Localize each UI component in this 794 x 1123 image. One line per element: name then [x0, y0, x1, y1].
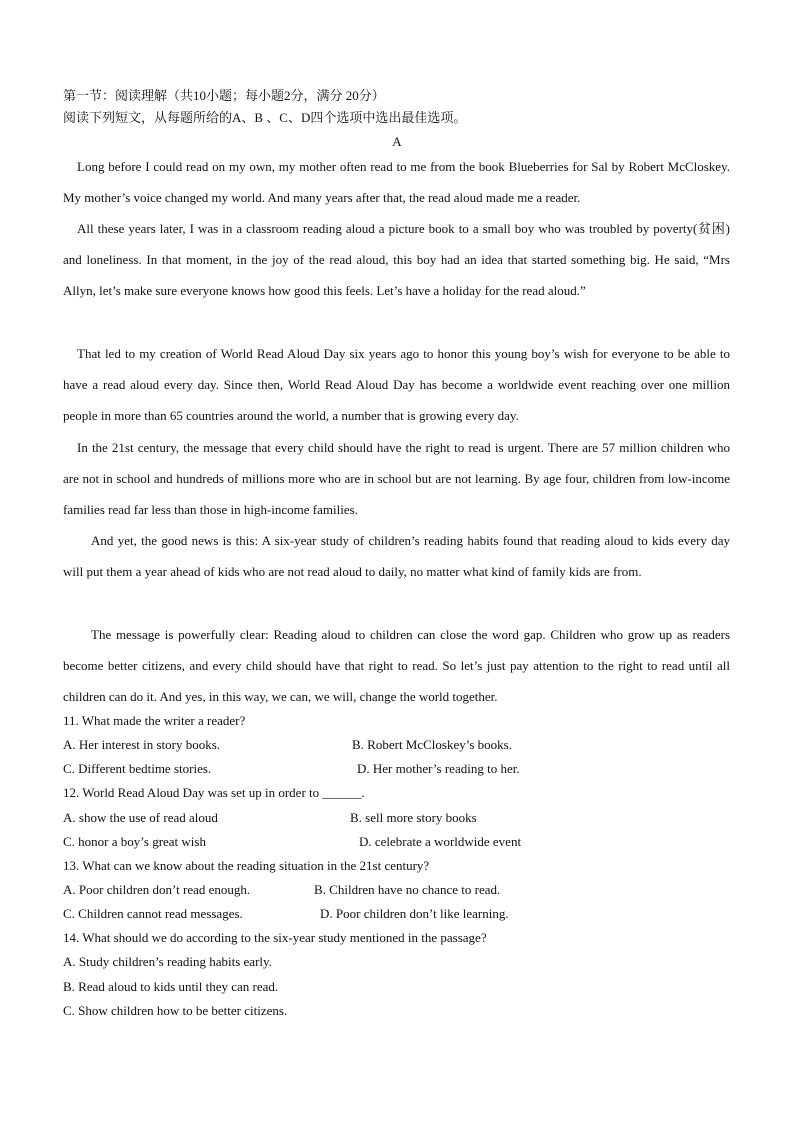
passage-paragraph-2: All these years later, I was in a classroom reading aloud a picture book to a small boy who was troubled by poverty(贫困) and loneliness. In that moment, in the joy of the read aloud, this boy had an idea that started something big. He said, “Mrs Allyn, let’s make sure everyone knows how good this feels. Let’s have a holiday for the read aloud.” [63, 221, 730, 299]
question-14-option-a: A. Study children’s reading habits early. [63, 954, 272, 969]
question-13-option-d: D. Poor children don’t like learning. [320, 906, 509, 921]
question-11-stem: 11. What made the writer a reader? [63, 713, 246, 728]
question-11-option-d: D. Her mother’s reading to her. [357, 761, 520, 776]
passage-paragraph-4: In the 21st century, the message that every child should have the right to read is urgent. There are 57 million children who are not in school and hundreds of millions more who are in school but are not learning. By age four, children from low-income families read far less than those in high-income families. [63, 440, 730, 518]
question-12-option-c: C. honor a boy’s great wish [63, 834, 206, 849]
passage-paragraph-1: Long before I could read on my own, my mother often read to me from the book Blueberries for Sal by Robert McCloskey. My mother’s voice changed my world. And many years after that, the read aloud made me a reader. [63, 159, 730, 206]
passage-paragraph-3: That led to my creation of World Read Aloud Day six years ago to honor this young boy’s wish for everyone to be able to have a read aloud every day. Since then, World Read Aloud Day has become a worldwide event reaching over one million people in more than 65 countries around the world, a number that is growing every day. [63, 346, 730, 424]
question-11-option-c: C. Different bedtime stories. [63, 761, 212, 776]
section-instruction: 阅读下列短文，从每题所给的A、B 、C、D四个选项中选出最佳选项。 [63, 110, 467, 125]
question-13-stem: 13. What can we know about the reading situation in the 21st century? [63, 858, 430, 873]
question-12-option-d: D. celebrate a worldwide event [359, 834, 522, 849]
question-11-option-a: A. Her interest in story books. [63, 737, 221, 752]
question-14-option-c: C. Show children how to be better citizens. [63, 1003, 288, 1018]
question-13-option-a: A. Poor children don’t read enough. [63, 882, 251, 897]
question-12-stem: 12. World Read Aloud Day was set up in order to ______. [63, 785, 365, 800]
question-13-option-c: C. Children cannot read messages. [63, 906, 243, 921]
passage-paragraph-6: The message is powerfully clear: Reading aloud to children can close the word gap. Children who grow up as readers become better citizens, and every child should have that right to read. So let’s just pay attention to the right to read until all children can do it. And yes, in this way, we can, we will, change the world together. [63, 627, 730, 705]
question-12-option-b: B. sell more story books [350, 810, 477, 825]
question-14-stem: 14. What should we do according to the six-year study mentioned in the passage? [63, 930, 487, 945]
question-13-option-b: B. Children have no chance to read. [314, 882, 501, 897]
question-12-option-a: A. show the use of read aloud [63, 810, 218, 825]
question-14-option-b: B. Read aloud to kids until they can read. [63, 979, 279, 994]
passage-label: A [392, 134, 402, 149]
question-11-option-b: B. Robert McCloskey’s books. [352, 737, 512, 752]
section-heading: 第一节：阅读理解（共10小题；每小题2分，满分 20分） [63, 88, 385, 103]
passage-paragraph-5: And yet, the good news is this: A six-year study of children’s reading habits found that reading aloud to kids every day will put them a year ahead of kids who are not read aloud to daily, no matter what kind of family kids are from. [63, 533, 730, 580]
